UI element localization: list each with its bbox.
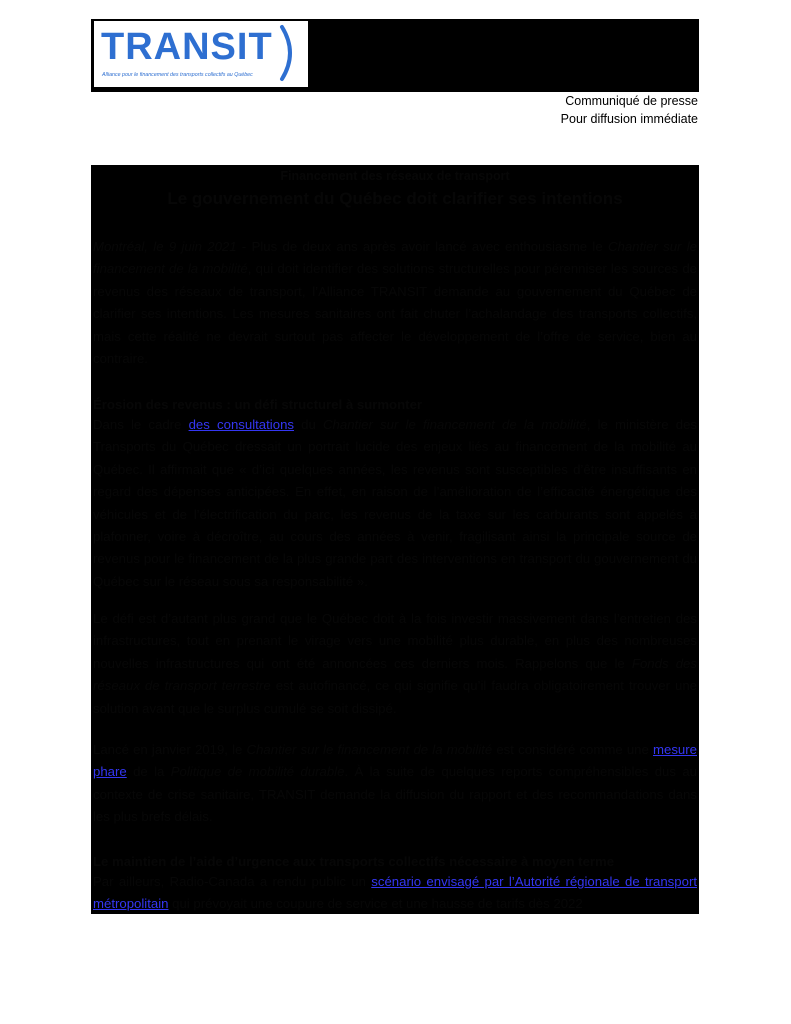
paragraph-emergency-aid: Par ailleurs, Radio-Canada a rendu public un scénario envisagé par l’Autorité régionale de transport métropolitain qui prévoyait une coupure de service et une hausse de tarifs dès 2022	[93, 874, 698, 912]
document-body	[91, 165, 699, 914]
consultations-link[interactable]: des consultations	[188, 417, 294, 432]
section-heading-revenue-erosion: Érosion des revenus : un défi structurel à surmonter	[93, 397, 423, 412]
logo-wordmark: TRANSIT	[101, 26, 273, 68]
document-subtitle: Financement des réseaux de transport	[280, 169, 510, 183]
document-title: Le gouvernement du Québec doit clarifier ses intentions	[167, 189, 623, 208]
paragraph-revenue-erosion: Dans le cadre des consultations du Chantier sur le financement de la mobilité, le ministère des Transports du Québec dressait un portrait lucide des enjeux liés au financement de la mobilité au Québec. Il affirmait que « d’ici quelques années, les revenus sont susceptibles d’être insuffisants en regard des dépenses anticipées. En effet, en raison de l’amélioration de l’efficacité énergétique des véhicules et de l’électrification du parc, les revenus de la taxe sur les carburants sont appelés à plafonner, voire à décroître, au cours des années à venir, fragilisant ainsi la principale source de revenus pour le financement de la plus grande part des interventions en transport du gouvernement du Québec sur le réseau sous sa responsabilité ».	[93, 417, 697, 589]
logo-tagline: Alliance pour le financement des transports collectifs au Québec	[102, 72, 253, 78]
dateline: Montréal, le 9 juin 2021	[93, 239, 237, 254]
section-heading-emergency-aid: Le maintien de l’aide d’urgence aux transports collectifs nécessaire à moyen terme	[93, 854, 615, 869]
paragraph-challenge: Le défi est d’autant plus grand que le Québec doit à la fois investir massivement dans l’entretien des infrastructures, tout en prenant le virage vers une mobilité plus durable, en plus des nombreuses nouvelles infrastructures qui ont été annoncées ces derniers mois. Rappelons que le Fonds des réseaux de transport terrestre est autofinancé, ce qui signifie qu’il faudra obligatoirement trouver une solution avant que le surplus cumulé se soit dissipé.	[93, 611, 698, 716]
press-release-label: Communiqué de presse	[565, 94, 698, 108]
mesure-phare-link[interactable]: mesure phare	[93, 742, 697, 780]
paragraph-intro: Montréal, le 9 juin 2021 - Plus de deux ans après avoir lancé avec enthousiasme le Chantier sur le financement de la mobilité, qui doit identifier des solutions structurelles pour pérenniser les sources de revenus des réseaux de transport, l’Alliance TRANSIT demande au gouvernement du Québec de clarifier ses intentions. Les mesures sanitaires ont fait chuter l’achalandage des transports collectifs, mais cette réalité ne devrait surtout pas affecter le développement de l’offre de service, bien au contraire.	[93, 239, 697, 367]
transit-logo	[94, 21, 308, 87]
paragraph-chantier: Lancé en janvier 2019, le Chantier sur le financement de la mobilité est considéré comme une mesure phare de la Politique de mobilité durable. À la suite de quelques reports compréhensibles dus au contexte de crise sanitaire, TRANSIT demande la diffusion du rapport et des recommandations dans les plus brefs délais.	[93, 742, 697, 825]
release-timing-label: Pour diffusion immédiate	[560, 112, 698, 126]
artm-scenario-link[interactable]: scénario envisagé par l’Autorité régionale de transport métropolitain	[93, 874, 698, 912]
